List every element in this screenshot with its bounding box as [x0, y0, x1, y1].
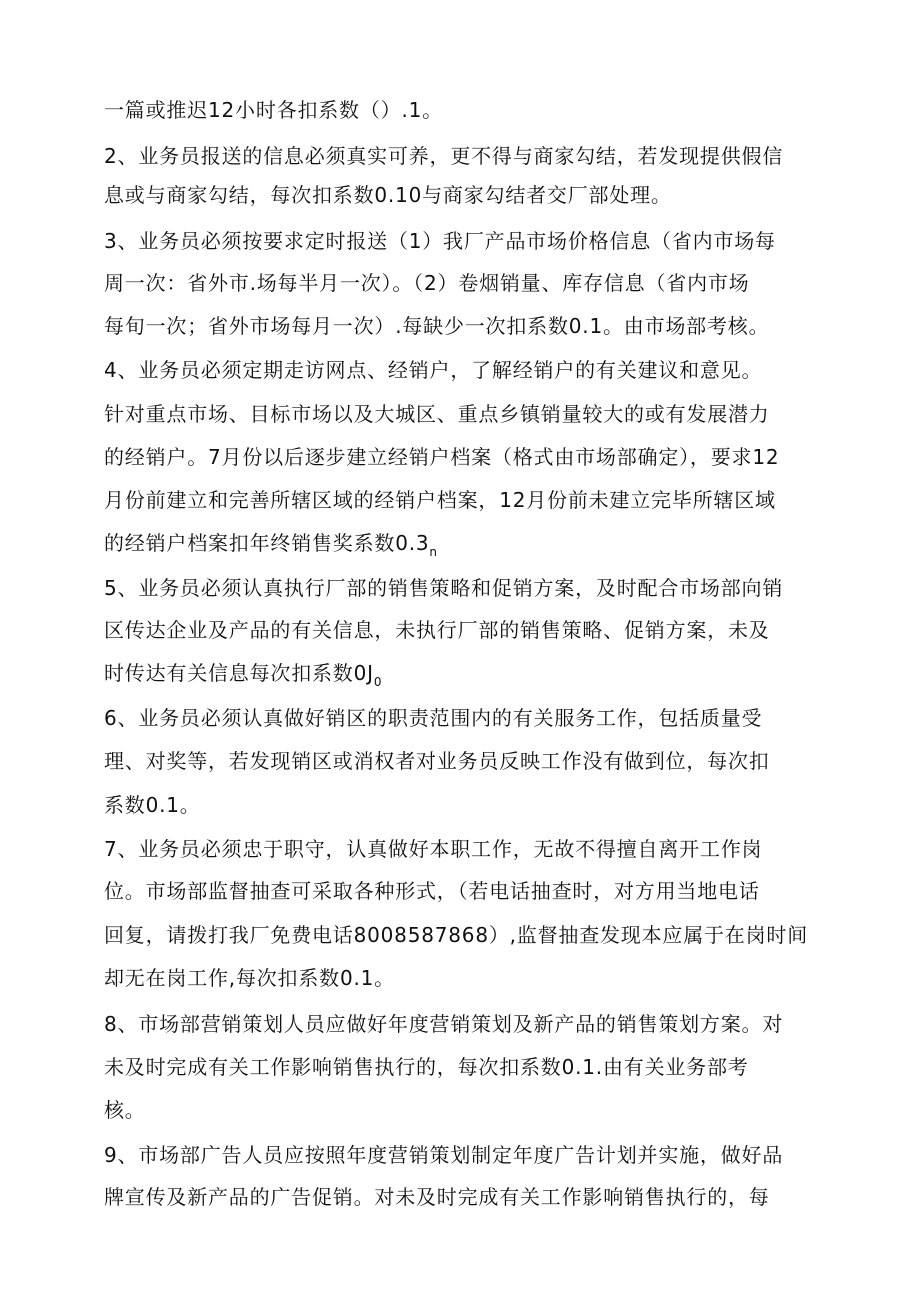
text-line: 未及时完成有关工作影响销售执行的，每次扣系数0.1.由有关业务部考	[104, 1055, 749, 1079]
text-line: 的经销户。7月份以后逐步建立经销户档案（格式由市场部确定），要求12	[104, 445, 780, 469]
text-line: 区传达企业及产品的有关信息，未执行厂部的销售策略、促销方案，未及	[104, 618, 770, 642]
text-line: 4、业务员必须定期走访网点、经销户，了解经销户的有关建议和意见。	[104, 358, 763, 382]
text-line: 每旬一次；省外市场每月一次）.每缺少一次扣系数0.1。由市场部考核。	[104, 314, 770, 338]
text-line: 7、业务员必须忠于职守，认真做好本职工作，无故不得擅自离开工作岗	[104, 837, 763, 861]
text-line: 8、市场部营销策划人员应做好年度营销策划及新产品的销售策划方案。对	[104, 1012, 784, 1036]
text-line: 6、业务员必须认真做好销区的职责范围内的有关服务工作，包括质量受	[104, 706, 763, 730]
text-line-with-subscript	[104, 660, 804, 695]
text-line: 2、业务员报送的信息必须真实可养，更不得与商家勾结，若发现提供假信	[104, 144, 784, 168]
text-line: 针对重点市场、目标市场以及大城区、重点乡镇销量较大的或有发展潜力	[104, 402, 770, 426]
text-line-main: 时传达有关信息每次扣系数0J	[104, 661, 374, 685]
text-line: 9、市场部广告人员应按照年度营销策划制定年度广告计划并实施，做好品	[104, 1143, 784, 1167]
text-line: 5、业务员必须认真执行厂部的销售策略和促销方案，及时配合市场部向销	[104, 576, 784, 600]
subscript-mark: n	[429, 545, 438, 559]
text-line: 3、业务员必须按要求定时报送（1）我厂产品市场价格信息（省内市场每	[104, 229, 776, 253]
text-line: 月份前建立和完善所辖区域的经销户档案，12月份前未建立完毕所辖区域	[104, 488, 776, 512]
text-line: 却无在岗工作,每次扣系数0.1。	[104, 966, 395, 990]
text-line: 息或与商家勾结，每次扣系数0.10与商家勾结者交厂部处理。	[104, 183, 672, 207]
text-line: 系数0.1。	[104, 793, 201, 817]
text-line: 周一次：省外市.场每半月一次）。（2）卷烟销量、库存信息（省内市场	[104, 271, 750, 295]
text-line: 牌宣传及新产品的广告促销。对未及时完成有关工作影响销售执行的，每	[104, 1185, 770, 1209]
text-line: 理、对奖等，若发现销区或消权者对业务员反映工作没有做到位，每次扣	[104, 749, 770, 773]
text-line-with-subscript	[104, 530, 804, 565]
text-line: 核。	[104, 1098, 146, 1122]
text-line-main: 的经销户档案扣年终销售奖系数0.3	[104, 531, 430, 555]
subscript-mark: 0	[373, 675, 382, 689]
text-line: 一篇或推迟12小时各扣系数（）.1。	[104, 98, 443, 122]
text-line: 回复，请拨打我厂免费电话8008587868）,监督抽查发现本应属于在岗时间	[104, 923, 809, 947]
text-line: 位。市场部监督抽查可采取各种形式，（若电话抽查时，对方用当地电话	[104, 879, 760, 903]
